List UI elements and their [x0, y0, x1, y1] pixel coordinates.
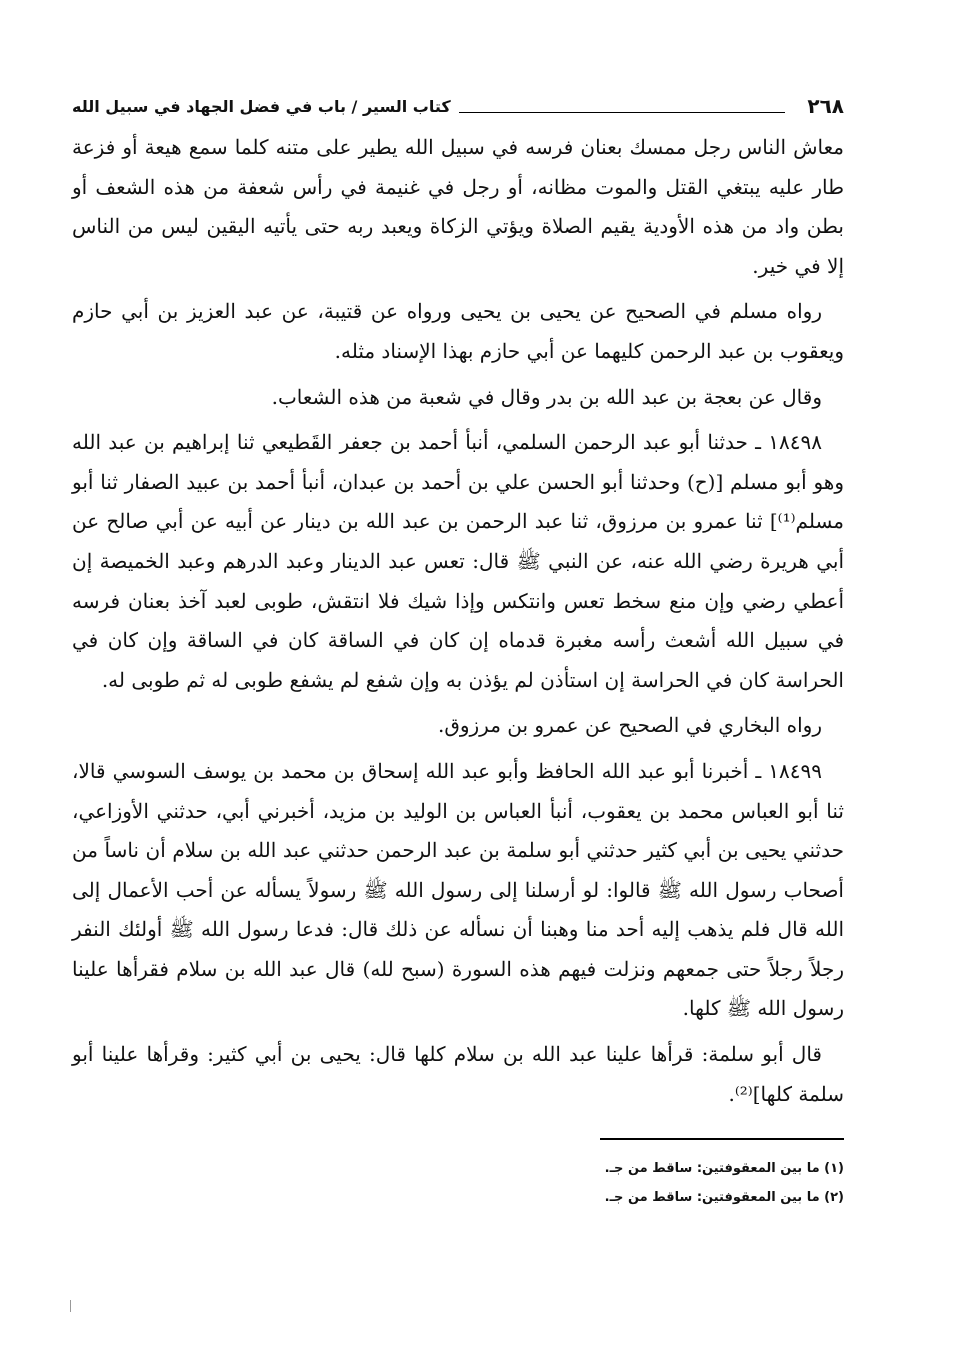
hadith-paragraph: ١٨٤٩٩ ـ أخبرنا أبو عبد الله الحافظ وأبو عبد الله إسحاق بن محمد بن يوسف السوسي قالا، ثنا أبو العباس محمد بن يعقوب، أنبأ العباس بن الوليد بن مزيد، أخبرني أبي، حدثني الأوزاعي، حدثني يحيى بن أبي كثير حدثني أبو سلمة بن عبد الرحمن حدثني عبد الله بن سلام أن ناساً من أصحاب رسول الله ﷺ قالوا: لو أرسلنا إلى رسول الله ﷺ رسولاً يسأله عن أحب الأعمال إلى الله قال فلم يذهب إليه أحد منا وهبنا أن نسأله عن ذلك قال: فدعا رسول الله ﷺ أولئك النفر رجلاً رجلاً حتى جمعهم ونزلت فيهم هذه السورة (سبح لله) قال عبد الله بن سلام فقرأها علينا رسول الله ﷺ كلها.	[72, 758, 844, 1021]
running-header	[72, 86, 844, 126]
running-title: كتاب السير / باب في فضل الجهاد في سبيل الله	[72, 96, 451, 116]
main-text	[72, 128, 844, 1114]
header-rule	[459, 112, 786, 113]
paragraph: معاش الناس رجل ممسك بعنان فرسه في سبيل الله يطير على متنه كلما سمع هيعة أو فزعة طار عليه يبتغي القتل والموت مظانه، أو رجل في غنيمة في رأس شعفة من هذه الشعف أو بطن واد من هذه الأودية يقيم الصلاة ويؤتي الزكاة ويعبد ربه حتى يأتيه اليقين ليس من الناس إلا في خير.	[72, 135, 844, 278]
paragraph: وقال عن بعجة بن عبد الله بن بدر وقال في شعبة من هذه الشعاب.	[271, 384, 822, 409]
hadith-paragraph: ١٨٤٩٨ ـ حدثنا أبو عبد الرحمن السلمي، أنبأ أحمد بن جعفر القَطيعي ثنا إبراهيم بن عبد الله وهو أبو مسلم [(ح) وحدثنا أبو الحسن علي بن أحمد بن عبدان، أنبأ أحمد بن عبيد الصفار ثنا أبو مسلم⁽¹⁾] ثنا عمرو بن مرزوق، ثنا عبد الرحمن بن عبد الله بن دينار عن أبيه عن أبي صالح عن أبي هريرة رضي الله عنه، عن النبي ﷺ قال: تعس عبد الدينار وعبد الدرهم وعبد الخميصة إن أعطي رضي وإن منع سخط تعس وانتكس وإذا شيك فلا انتقش، طوبى لعبد آخذ بعنان فرسه في سبيل الله أشعث رأسه مغبرة قدماه إن كان في الساقة كان في الساقة وإن كان في الحراسة كان في الحراسة إن استأذن لم يؤذن به وإن شفع لم يشفع طوبى له ثم طوبى له.	[72, 430, 845, 692]
page-number: ٢٦٨	[807, 94, 844, 118]
footnotes	[72, 1154, 844, 1212]
paragraph: رواه البخاري في الصحيح عن عمرو بن مرزوق.	[437, 713, 822, 738]
paragraph: رواه مسلم في الصحيح عن يحيى بن يحيى ورواه عن قتيبة، عن عبد العزيز بن أبي حازم ويعقوب بن عبد الرحمن كليهما عن أبي حازم بهذا الإسناد مثله.	[72, 299, 844, 363]
footnote: (٢) ما بين المعقوفتين: ساقط من جـ.	[604, 1190, 844, 1206]
margin-mark	[70, 1300, 71, 1312]
footnote-separator	[600, 1138, 844, 1140]
footnote: (١) ما بين المعقوفتين: ساقط من جـ.	[604, 1161, 844, 1177]
book-page	[72, 86, 844, 1212]
paragraph: قال أبو سلمة: قرأها علينا عبد الله بن سلام كلها قال: يحيى بن أبي كثير: وقرأها علينا أبو سلمة كلها]⁽²⁾.	[72, 1042, 844, 1106]
